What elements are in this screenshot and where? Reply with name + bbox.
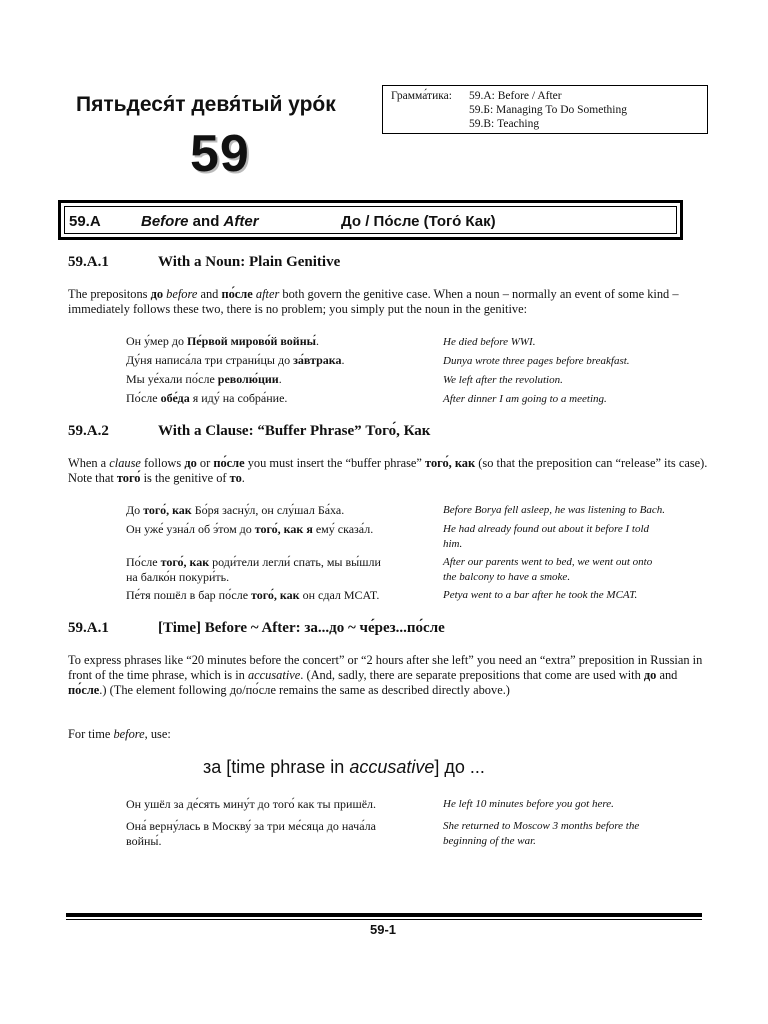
paragraph: When a clause follows до or по́сле you must insert the “buffer phrase” того́, как (so that the preposition can “release” its case). Note that того́ is the genitive of то. [68, 456, 708, 485]
example-en: He had already found out about it before I told him. [443, 523, 650, 550]
example-ru: До того́, как Бо́ря засну́л, он слу́шал Ба́ха. [126, 503, 345, 517]
footer-rule [66, 919, 702, 920]
grammar-item: 59.В: Teaching [469, 118, 540, 130]
example-en: Before Borya fell asleep, he was listening to Bach. [443, 504, 665, 516]
section-title [69, 213, 259, 230]
example-en: After dinner I am going to a meeting. [443, 393, 607, 405]
example-en: She returned to Moscow 3 months before the beginning of the war. [443, 820, 640, 847]
subsection-title: [Time] Before ~ After: за...до ~ че́рез...по́сле [158, 620, 445, 636]
subsection-number: 59.A.1 [68, 254, 109, 270]
subsection-title: With a Clause: “Buffer Phrase” Того́, Как [158, 423, 431, 439]
paragraph: To express phrases like “20 minutes before the concert” or “2 hours after she left” you need an “extra” preposition in Russian in front of the time phrase, which is in accusative. (And, sadly, there are separate prepositions that come are used with до and по́сле.) (The element following до/по́сле remains the same as described directly above.) [68, 653, 703, 697]
grammar-label: Грамма́тика: [391, 90, 452, 102]
example-ru: По́сле того́, как роди́тели легли́ спать, мы вы́шли на балко́н покури́ть. [126, 555, 381, 584]
example-en: Dunya wrote three pages before breakfast. [443, 355, 630, 367]
example-en: He left 10 minutes before you got here. [443, 798, 614, 810]
subsection-heading [68, 423, 430, 440]
lesson-number: 59 [190, 125, 250, 183]
footer-rule [66, 913, 702, 917]
subsection-heading [68, 254, 340, 271]
example-en: We left after the revolution. [443, 374, 563, 386]
section-title-ru: До / По́сле (Того́ Как) [341, 213, 496, 230]
example-en: Petya went to a bar after he took the MCAT. [443, 589, 638, 601]
section-title-and: and [188, 213, 224, 230]
example-ru: Он уже́ узна́л об э́том до того́, как я ему́ сказа́л. [126, 522, 374, 536]
section-title-after: After [223, 213, 259, 230]
grammar-item: 59.Б: Managing To Do Something [469, 104, 627, 116]
example-ru: Он ушёл за де́сять мину́т до того́ как ты пришёл. [126, 797, 377, 811]
page-number: 59-1 [370, 922, 397, 937]
example-ru: Она́ верну́лась в Москву́ за три ме́сяца до нача́ла войны́. [126, 819, 376, 848]
section-number: 59.A [69, 213, 101, 230]
subsection-number: 59.A.2 [68, 423, 109, 439]
example-ru: Пе́тя пошёл в бар по́сле того́, как он сдал MCAT. [126, 588, 380, 602]
example-ru: Мы уе́хали по́сле револю́ции. [126, 372, 282, 386]
subsection-title: With a Noun: Plain Genitive [158, 254, 341, 270]
example-ru: По́сле обе́да я иду́ на собра́ние. [126, 391, 288, 405]
example-ru: Он у́мер до Пе́рвой мирово́й войны́. [126, 334, 319, 348]
example-ru: Ду́ня написа́ла три страни́цы до за́втрака. [126, 353, 345, 367]
subsection-number: 59.A.1 [68, 620, 109, 636]
grammar-item: 59.A: Before / After [469, 90, 562, 102]
lesson-title: Пятьдеся́т девя́тый уро́к [76, 93, 336, 116]
paragraph: The prepositons до before and по́сле after both govern the genitive case. When a noun – normally an event of some kind – immediately follows these two, there is no problem; you simply put the noun in the genitive: [68, 287, 679, 316]
section-banner [58, 200, 683, 240]
example-en: After our parents went to bed, we went out onto the balcony to have a smoke. [443, 556, 653, 583]
example-en: He died before WWI. [443, 336, 536, 348]
paragraph: For time before, use: [68, 727, 171, 741]
subsection-heading [68, 620, 445, 637]
formula: за [time phrase in accusative] до ... [203, 757, 485, 777]
grammar-box [382, 85, 708, 134]
section-title-before: Before [141, 213, 189, 230]
